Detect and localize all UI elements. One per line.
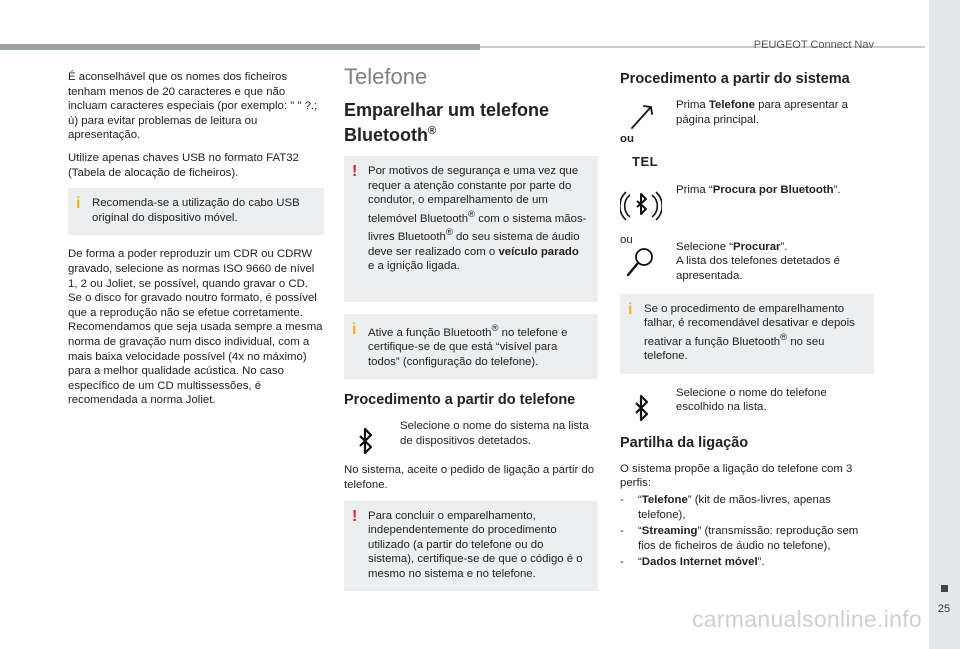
page-number: 25 — [937, 603, 951, 615]
info-sup: ® — [491, 322, 499, 334]
warning-text-a: Por motivos de segurança e uma vez que requer a atenção constante por parte do condutor, o emparelhamento de um telemóvel Bluetooth — [368, 165, 579, 225]
profile-name: Dados Internet móvel — [641, 556, 758, 569]
column-system-procedure — [620, 70, 874, 572]
profile-name: Streaming — [641, 525, 698, 538]
list-item — [620, 555, 874, 570]
step-bluetooth-search — [620, 183, 874, 227]
list-item — [620, 493, 874, 522]
tel-key-label: TEL — [632, 153, 659, 169]
bluetooth-search-icon — [620, 183, 662, 225]
info-note-visibility — [344, 314, 598, 380]
step-select-phone — [620, 386, 874, 420]
header-bar — [0, 44, 480, 50]
warning-text-b: com o sistema mãos-livres Bluetooth — [368, 212, 587, 243]
step3-text-bold: Procurar — [733, 240, 781, 253]
step4-text: Selecione o nome do telefone escolhido na lista. — [676, 386, 827, 414]
section-title: Telefone — [344, 64, 428, 89]
step-select-system-text: Selecione o nome do sistema na lista de dispositivos detetados. — [400, 420, 589, 447]
info-reactivate-b: no seu telefone. — [644, 335, 825, 363]
bluetooth-icon — [344, 419, 386, 461]
step2-text-bold: Procura por Bluetooth — [712, 184, 834, 197]
warning-mark-icon: ! — [352, 163, 358, 180]
subheading-system-procedure: Procedimento a partir do sistema — [620, 71, 850, 87]
warning-sup-1: ® — [468, 208, 476, 220]
or-label: ou — [620, 234, 633, 247]
page-marker — [941, 585, 948, 592]
info-mark-icon: i — [628, 300, 633, 318]
warning-sup-2: ® — [445, 227, 453, 239]
watermark: carmanualsonline.info — [691, 606, 922, 632]
warning-note-code — [344, 501, 598, 592]
profile-desc: ” (transmissão: reprodução sem fios de ficheiros de áudio no telefone), — [638, 525, 859, 552]
step3-text-b: ”. — [780, 240, 788, 253]
search-icon — [620, 240, 662, 282]
paragraph-filenames: É aconselhável que os nomes dos ficheiros tenham menos de 20 caracteres e que não incluam caracteres especiais (por exemplo: " " ?.; ù) para evitar problemas de leitura ou apresentação. — [68, 71, 318, 142]
step1-text-b: para apresentar a página principal. — [676, 99, 849, 126]
info-mark-icon: i — [76, 195, 81, 213]
info-mark-icon: i — [352, 320, 357, 338]
column-pairing — [344, 64, 598, 603]
column-usb-cd — [68, 70, 324, 416]
list-dash: - — [620, 525, 624, 538]
profile-open-quote: “ — [638, 493, 642, 506]
subheading-connection-sharing: Partilha da ligação — [620, 434, 749, 451]
step1-text-bold: Telefone — [708, 99, 755, 111]
warning-text-c: do seu sistema de áudio deve ser realizado com o — [368, 230, 580, 258]
warning-mark-icon: ! — [352, 507, 358, 525]
warning-text-bold: veículo parado — [498, 245, 579, 258]
paragraph-fat32: Utilize apenas chaves USB no formato FAT32 (Tabela de alocação de ficheiros). — [68, 151, 299, 179]
page-edge-strip — [929, 0, 960, 649]
list-dash: - — [620, 493, 624, 506]
info-reactivate-a: Se o procedimento de emparelhamento falhar, é recomendável desativar e depois reativar a função Bluetooth — [644, 302, 855, 348]
paragraph-accept-request: No sistema, aceite o pedido de ligação a partir do telefone. — [344, 464, 595, 491]
paragraph-profiles-intro: O sistema propõe a ligação do telefone com 3 perfis: — [620, 462, 853, 490]
warning-code-text: Para concluir o emparelhamento, independentemente do procedimento utilizado (a partir do telefone ou do sistema), certifique-se de que o código é o mesmo no sistema e no telefone. — [368, 509, 583, 580]
warning-text-d: e a ignição ligada. — [368, 260, 460, 273]
list-item — [620, 524, 874, 553]
step3-text-a: Selecione “ — [676, 240, 733, 253]
main-title-sup: ® — [427, 125, 437, 137]
profile-desc: ” (kit de mãos-livres, apenas telefone), — [638, 493, 831, 521]
paragraph-cd-standards: De forma a poder reproduzir um CDR ou CDRW gravado, selecione as normas ISO 9660 de nível 1, 2 ou Joliet, se possível, quando gravar o CD. Se o disco for gravado noutro formato, é possível que a reprodução não se efetue corretamente. Recomendamos que seja usada sempre a mesma norma de gravação num disco individual, com a mais baixa velocidade possível (4x no máximo) para a melhor qualidade acústica. No caso específico de um CD multissessões, é recomendada a norma Joliet. — [68, 248, 323, 407]
step-press-telefone — [620, 98, 874, 132]
step2-text-a: Prima “ — [676, 184, 713, 197]
subheading-phone-procedure: Procedimento a partir do telefone — [344, 392, 576, 409]
info-note-usb-cable — [68, 188, 324, 235]
list-dash: - — [620, 556, 624, 569]
brand-label: PEUGEOT Connect Nav — [753, 39, 874, 51]
step-select-system — [344, 419, 598, 453]
touch-tap-icon — [620, 98, 662, 140]
step-procurar — [620, 240, 874, 284]
main-title-text: Emparelhar um telefone Bluetooth — [344, 100, 550, 145]
info-note-text: Recomenda-se a utilização do cabo USB original do dispositivo móvel. — [92, 197, 300, 224]
step1-text-a: Prima — [676, 99, 709, 111]
profile-name: Telefone — [641, 493, 688, 506]
main-title — [344, 100, 598, 146]
step2-text-b: ”. — [833, 184, 841, 197]
profile-open-quote: “ — [638, 525, 642, 538]
info-note-reactivate — [620, 294, 874, 374]
info-reactivate-sup: ® — [780, 331, 788, 343]
bluetooth-icon — [620, 386, 662, 428]
or-label: ou — [620, 133, 634, 145]
warning-note-safety — [344, 156, 598, 302]
step3-text-c: A lista dos telefones detetados é apresentada. — [676, 255, 841, 282]
info-text-b: no telefone e certifique-se de que está “visível para todos” (configuração do telefone). — [368, 326, 568, 368]
profile-open-quote: “ — [638, 556, 642, 569]
info-text-a: Ative a função Bluetooth — [368, 326, 492, 339]
profile-desc: ”. — [757, 556, 765, 569]
